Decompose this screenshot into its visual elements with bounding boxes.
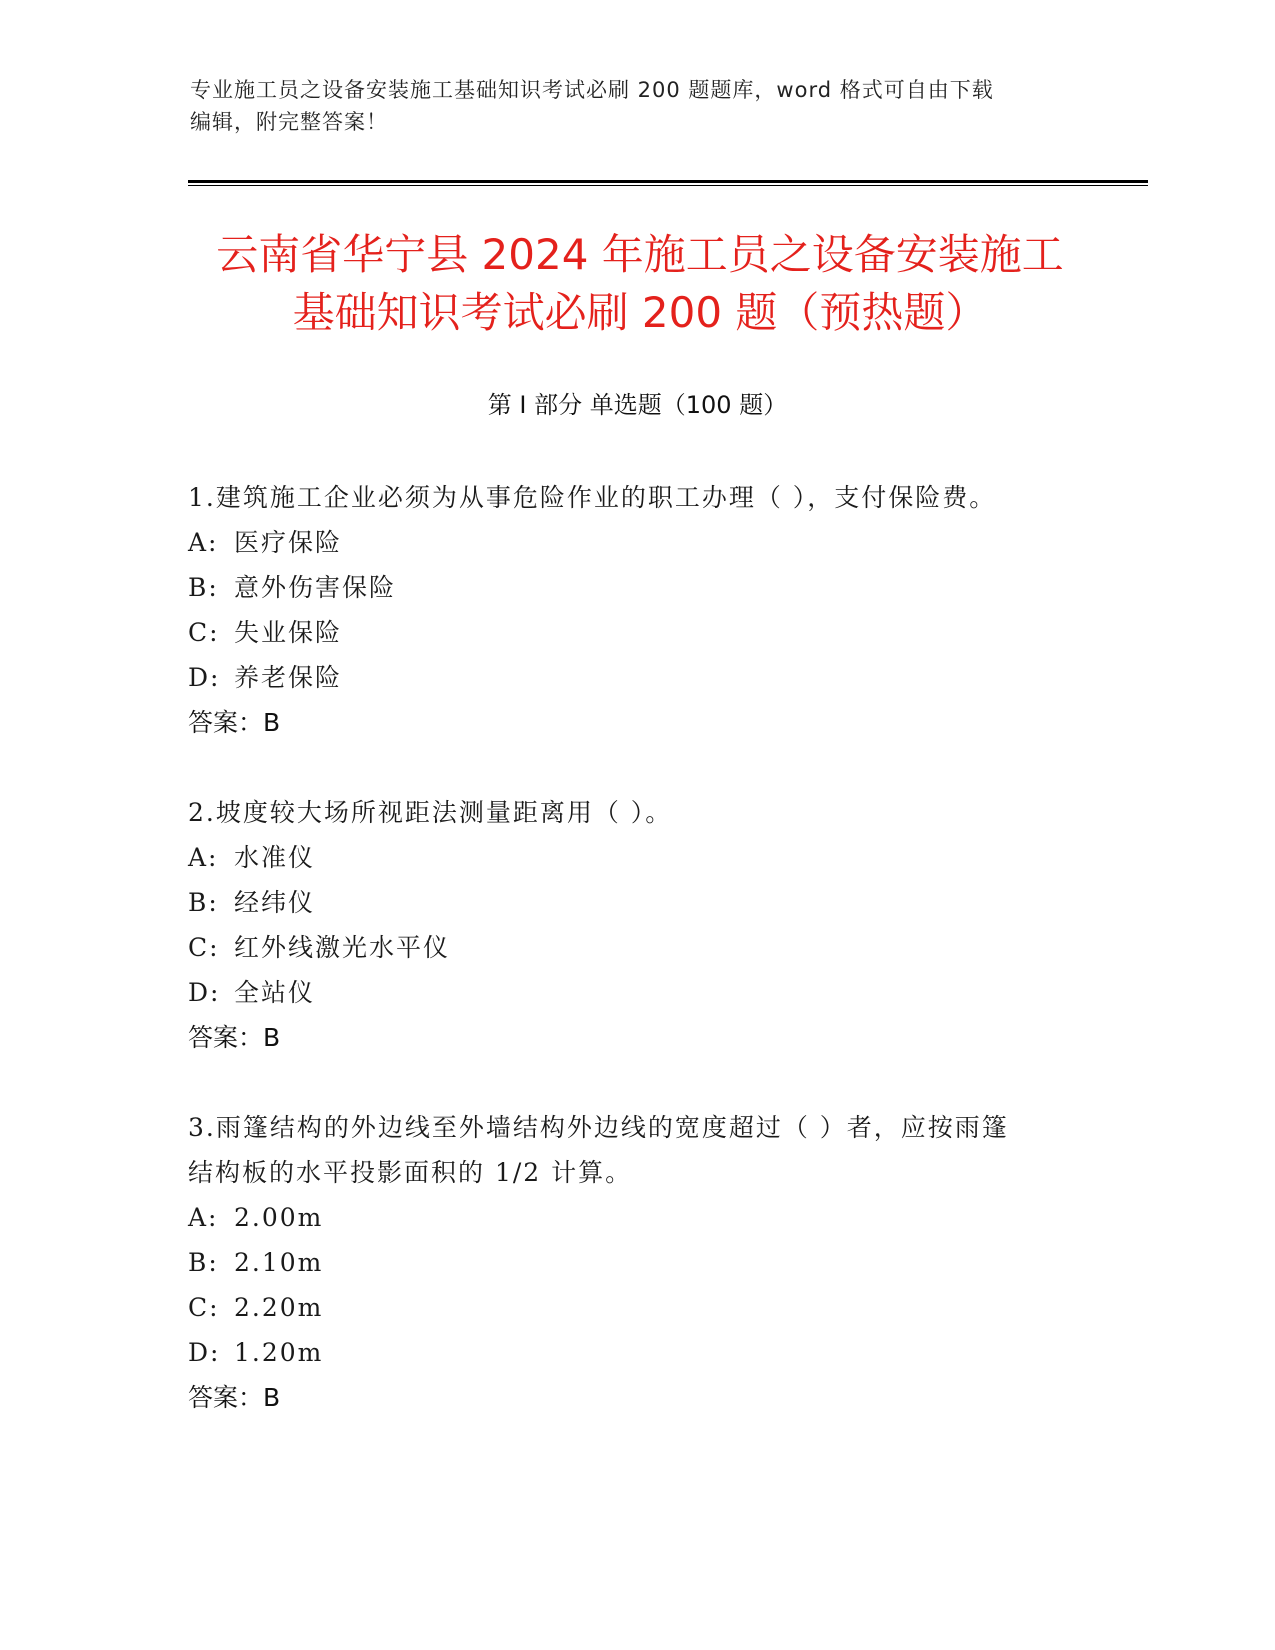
option-text: 2.00m [234,1203,324,1232]
option-letter: B: [188,573,219,602]
document-title [150,226,1130,342]
header-divider-thin [188,185,1148,186]
option-text: 1.20m [234,1338,324,1367]
header-note [190,74,1070,138]
option-letter: A: [188,843,219,872]
question-option [188,970,1088,1015]
question-option [188,1330,1088,1375]
question-stem: 结构板的水平投影面积的 1/2 计算。 [188,1158,633,1187]
option-text: 红外线激光水平仪 [234,933,451,962]
option-text: 经纬仪 [234,888,316,917]
option-letter: B: [188,1248,219,1277]
question-option [188,565,1088,610]
question-option [188,610,1088,655]
option-text: 全站仪 [234,978,316,1007]
question-stem: 3.雨篷结构的外边线至外墙结构外边线的宽度超过（ ）者，应按雨篷 [188,1113,1009,1142]
question-answer: 答案：B [188,1383,281,1412]
option-letter: D: [188,1338,221,1367]
option-letter: C: [188,933,220,962]
question-stem: 2.坡度较大场所视距法测量距离用（ ）。 [188,798,673,827]
option-text: 意外伤害保险 [234,573,397,602]
option-letter: D: [188,978,221,1007]
option-text: 失业保险 [234,618,343,647]
document-title-line1: 云南省华宁县 2024 年施工员之设备安装施工 [216,230,1064,279]
question-option [188,1240,1088,1285]
question-2 [188,790,1088,1060]
option-letter: C: [188,618,220,647]
question-list [188,475,1088,1465]
header-note-line2: 编辑，附完整答案！ [190,110,388,134]
question-stem: 1.建筑施工企业必须为从事危险作业的职工办理（ ），支付保险费。 [188,483,997,512]
header-divider-thick [188,180,1148,183]
question-answer: 答案：B [188,708,281,737]
question-3 [188,1105,1088,1420]
question-option [188,655,1088,700]
option-letter: B: [188,888,219,917]
option-text: 养老保险 [234,663,343,692]
question-option [188,1195,1088,1240]
option-letter: A: [188,1203,219,1232]
question-option [188,835,1088,880]
option-text: 水准仪 [234,843,316,872]
section-title: 第 I 部分 单选题（100 题） [487,391,788,419]
question-option [188,925,1088,970]
question-1 [188,475,1088,745]
question-option [188,520,1088,565]
option-text: 2.20m [234,1293,324,1322]
header-note-line1: 专业施工员之设备安装施工基础知识考试必刷 200 题题库，word 格式可自由下载 [190,78,994,102]
option-letter: D: [188,663,221,692]
option-letter: C: [188,1293,220,1322]
option-text: 医疗保险 [234,528,343,557]
question-answer: 答案：B [188,1023,281,1052]
option-text: 2.10m [234,1248,324,1277]
document-title-line2: 基础知识考试必刷 200 题（预热题） [292,288,988,337]
question-option [188,880,1088,925]
question-option [188,1285,1088,1330]
option-letter: A: [188,528,219,557]
